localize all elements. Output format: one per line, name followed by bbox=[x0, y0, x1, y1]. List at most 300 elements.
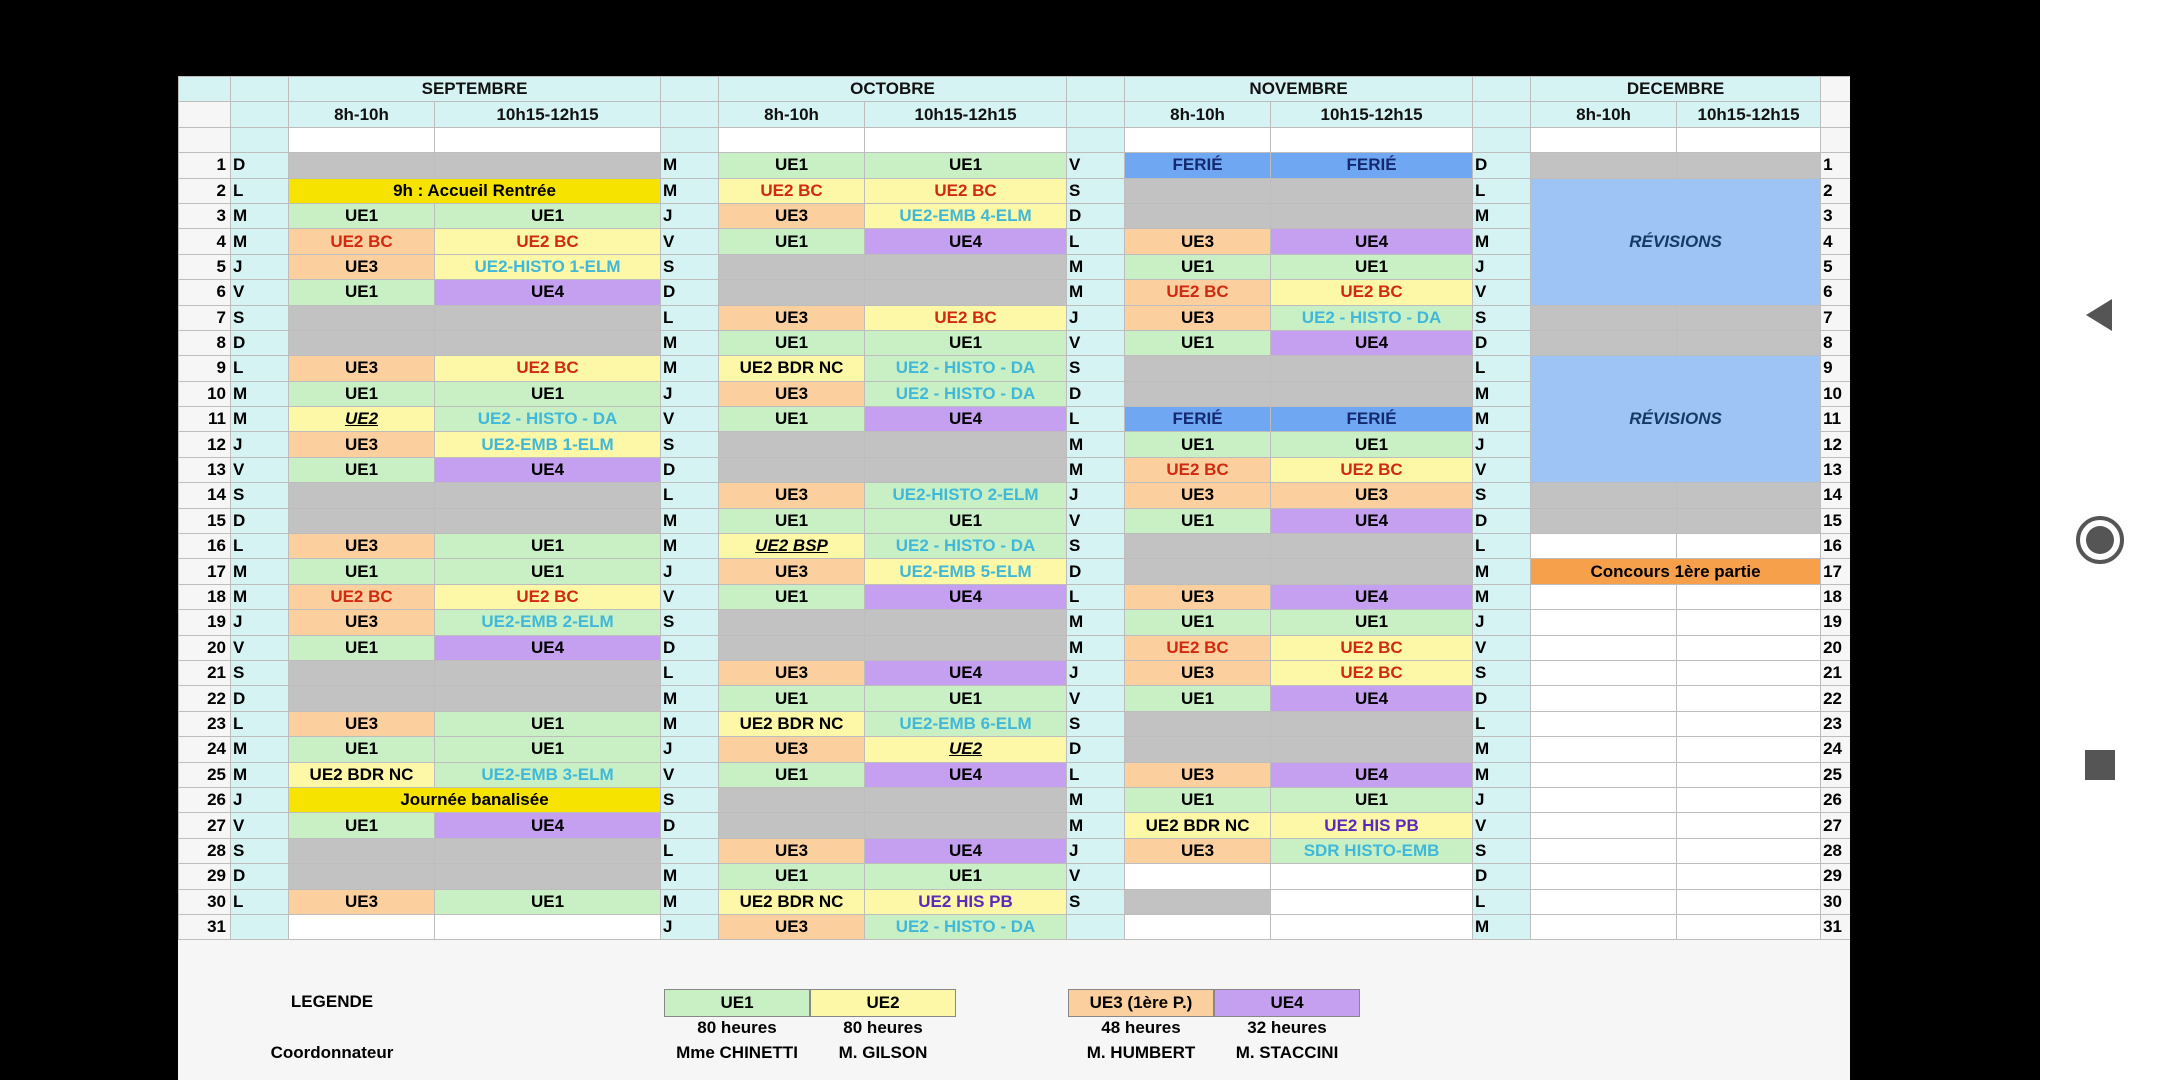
weekday-letter: D bbox=[231, 686, 289, 711]
header-blank bbox=[1473, 102, 1531, 127]
slot-cell bbox=[1271, 737, 1473, 762]
slot-cell bbox=[289, 508, 435, 533]
weekday-letter: D bbox=[661, 280, 719, 305]
legend-item: UE4 bbox=[1214, 989, 1360, 1017]
day-number-right: 2 bbox=[1821, 178, 1850, 203]
day-number-right: 15 bbox=[1821, 508, 1850, 533]
slot-cell: UE4 bbox=[1271, 229, 1473, 254]
day-number-right: 18 bbox=[1821, 584, 1850, 609]
slot-cell: UE3 bbox=[289, 432, 435, 457]
slot-cell bbox=[1677, 660, 1821, 685]
legend-hours: 80 heures bbox=[843, 1018, 923, 1037]
slot-cell: UE2-EMB 6-ELM bbox=[865, 711, 1067, 736]
slot-cell: UE4 bbox=[435, 635, 661, 660]
weekday-letter: L bbox=[1067, 229, 1125, 254]
weekday-letter: M bbox=[1473, 762, 1531, 787]
weekday-letter: M bbox=[1067, 280, 1125, 305]
day-number: 4 bbox=[179, 229, 231, 254]
weekday-letter: J bbox=[1067, 305, 1125, 330]
weekday-letter: V bbox=[1473, 813, 1531, 838]
slot-cell: UE1 bbox=[289, 457, 435, 482]
slot-cell bbox=[1531, 762, 1677, 787]
weekday-letter: M bbox=[231, 737, 289, 762]
slot-cell bbox=[289, 483, 435, 508]
day-number: 27 bbox=[179, 813, 231, 838]
slot-cell bbox=[1531, 635, 1677, 660]
slot-cell: UE1 bbox=[865, 153, 1067, 178]
slot-cell bbox=[1271, 559, 1473, 584]
day-number: 13 bbox=[179, 457, 231, 482]
slot-cell: UE4 bbox=[435, 457, 661, 482]
legend-hours: 80 heures bbox=[697, 1018, 777, 1037]
slot-cell bbox=[1677, 584, 1821, 609]
weekday-letter: S bbox=[1067, 178, 1125, 203]
slot-cell: FERIÉ bbox=[1125, 407, 1271, 432]
weekday-letter: M bbox=[231, 381, 289, 406]
slot-cell bbox=[1125, 559, 1271, 584]
day-number: 6 bbox=[179, 280, 231, 305]
slot-cell bbox=[865, 254, 1067, 279]
slot-cell: UE3 bbox=[289, 254, 435, 279]
month-header: SEPTEMBRE bbox=[289, 77, 661, 102]
slot-header: 8h-10h bbox=[1125, 102, 1271, 127]
header-blank bbox=[1067, 77, 1125, 102]
weekday-letter: S bbox=[231, 483, 289, 508]
day-number: 19 bbox=[179, 610, 231, 635]
weekday-letter: S bbox=[1067, 711, 1125, 736]
day-number-right: 1 bbox=[1821, 153, 1850, 178]
slot-cell: UE3 bbox=[289, 711, 435, 736]
merged-cell: RÉVISIONS bbox=[1531, 178, 1821, 305]
slot-cell: UE4 bbox=[865, 229, 1067, 254]
slot-cell bbox=[1271, 914, 1473, 939]
weekday-letter: J bbox=[231, 787, 289, 812]
slot-cell: UE4 bbox=[1271, 762, 1473, 787]
weekday-letter: S bbox=[661, 610, 719, 635]
month-header-row bbox=[179, 77, 1851, 102]
day-number-right: 9 bbox=[1821, 356, 1850, 381]
day-number: 20 bbox=[179, 635, 231, 660]
slot-cell: UE1 bbox=[865, 686, 1067, 711]
slot-cell: UE2-EMB 1-ELM bbox=[435, 432, 661, 457]
slot-cell bbox=[1531, 838, 1677, 863]
slot-cell bbox=[1531, 508, 1677, 533]
weekday-letter: M bbox=[661, 711, 719, 736]
slot-cell: UE1 bbox=[435, 534, 661, 559]
slot-cell: UE1 bbox=[289, 559, 435, 584]
slot-cell: UE1 bbox=[289, 381, 435, 406]
header-blank bbox=[231, 102, 289, 127]
day-number-right: 30 bbox=[1821, 889, 1850, 914]
slot-cell bbox=[1531, 534, 1677, 559]
slot-cell: UE3 bbox=[719, 559, 865, 584]
legend-title: LEGENDE bbox=[290, 992, 374, 1011]
weekday-letter: M bbox=[661, 889, 719, 914]
slot-cell bbox=[1271, 178, 1473, 203]
spacer-cell bbox=[661, 127, 719, 152]
slot-cell: UE1 bbox=[435, 203, 661, 228]
weekday-letter: V bbox=[661, 407, 719, 432]
slot-cell: UE4 bbox=[865, 584, 1067, 609]
slot-cell: UE1 bbox=[435, 737, 661, 762]
slot-cell bbox=[435, 686, 661, 711]
slot-cell: UE2 BC bbox=[1125, 635, 1271, 660]
slot-cell bbox=[1677, 889, 1821, 914]
weekday-letter: S bbox=[1473, 660, 1531, 685]
weekday-letter: V bbox=[1067, 864, 1125, 889]
weekday-letter: M bbox=[661, 178, 719, 203]
slot-cell: UE2 BC bbox=[435, 229, 661, 254]
weekday-letter: M bbox=[231, 762, 289, 787]
slot-cell: UE3 bbox=[719, 660, 865, 685]
home-button[interactable] bbox=[2070, 510, 2130, 570]
slot-cell: UE3 bbox=[1125, 660, 1271, 685]
day-number: 12 bbox=[179, 432, 231, 457]
recents-button[interactable] bbox=[2070, 735, 2130, 795]
legend-coordinator: Mme CHINETTI bbox=[676, 1043, 798, 1062]
weekday-letter: L bbox=[1473, 178, 1531, 203]
slot-cell bbox=[1531, 584, 1677, 609]
table-row bbox=[179, 610, 1851, 635]
weekday-letter: J bbox=[661, 737, 719, 762]
weekday-letter: J bbox=[1067, 660, 1125, 685]
slot-cell bbox=[435, 508, 661, 533]
slot-cell: UE1 bbox=[865, 508, 1067, 533]
day-number-right: 19 bbox=[1821, 610, 1850, 635]
slot-cell bbox=[865, 280, 1067, 305]
slot-cell bbox=[435, 305, 661, 330]
weekday-letter: V bbox=[1067, 508, 1125, 533]
slot-cell bbox=[1677, 838, 1821, 863]
slot-cell bbox=[1531, 864, 1677, 889]
day-number-right: 24 bbox=[1821, 737, 1850, 762]
slot-cell: UE1 bbox=[1271, 787, 1473, 812]
slot-cell: UE2 HIS PB bbox=[1271, 813, 1473, 838]
weekday-letter: M bbox=[1067, 787, 1125, 812]
slot-cell: UE4 bbox=[1271, 686, 1473, 711]
slot-cell: UE2 - HISTO - DA bbox=[435, 407, 661, 432]
slot-cell bbox=[435, 864, 661, 889]
legend-coordinator: M. GILSON bbox=[838, 1043, 928, 1062]
slot-cell: UE3 bbox=[289, 356, 435, 381]
day-number: 28 bbox=[179, 838, 231, 863]
weekday-letter: V bbox=[661, 584, 719, 609]
slot-cell bbox=[1271, 356, 1473, 381]
table-row bbox=[179, 305, 1851, 330]
table-row bbox=[179, 762, 1851, 787]
weekday-letter: J bbox=[661, 914, 719, 939]
header-blank bbox=[179, 102, 231, 127]
slot-cell bbox=[1531, 660, 1677, 685]
day-number-right: 5 bbox=[1821, 254, 1850, 279]
slot-cell: UE3 bbox=[719, 838, 865, 863]
weekday-letter: M bbox=[661, 153, 719, 178]
slot-cell bbox=[865, 787, 1067, 812]
slot-cell bbox=[1677, 153, 1821, 178]
weekday-letter: M bbox=[1067, 254, 1125, 279]
weekday-letter: M bbox=[1473, 203, 1531, 228]
table-row bbox=[179, 787, 1851, 812]
spacer-cell bbox=[1271, 127, 1473, 152]
weekday-letter: D bbox=[1473, 686, 1531, 711]
slot-cell: UE2 - HISTO - DA bbox=[865, 534, 1067, 559]
slot-cell bbox=[289, 330, 435, 355]
slot-cell: UE4 bbox=[435, 280, 661, 305]
slot-cell: UE1 bbox=[865, 330, 1067, 355]
slot-cell: UE2 BC bbox=[865, 178, 1067, 203]
day-number: 26 bbox=[179, 787, 231, 812]
table-row bbox=[179, 356, 1851, 381]
weekday-letter: V bbox=[1473, 457, 1531, 482]
slot-header: 10h15-12h15 bbox=[435, 102, 661, 127]
slot-cell: UE1 bbox=[1125, 432, 1271, 457]
header-blank bbox=[179, 77, 231, 102]
day-number-right: 10 bbox=[1821, 381, 1850, 406]
table-row bbox=[179, 508, 1851, 533]
slot-cell bbox=[435, 153, 661, 178]
day-number: 11 bbox=[179, 407, 231, 432]
slot-cell bbox=[1125, 534, 1271, 559]
slot-cell bbox=[1677, 737, 1821, 762]
merged-cell: RÉVISIONS bbox=[1531, 356, 1821, 483]
slot-cell bbox=[1531, 330, 1677, 355]
weekday-letter: M bbox=[661, 686, 719, 711]
slot-cell: UE3 bbox=[719, 203, 865, 228]
day-number: 21 bbox=[179, 660, 231, 685]
slot-cell: UE1 bbox=[1125, 610, 1271, 635]
slot-cell: UE1 bbox=[1125, 254, 1271, 279]
slot-cell bbox=[289, 838, 435, 863]
header-blank bbox=[1067, 102, 1125, 127]
slot-cell: UE1 bbox=[435, 711, 661, 736]
weekday-letter: L bbox=[1067, 762, 1125, 787]
day-number: 8 bbox=[179, 330, 231, 355]
day-number-right: 14 bbox=[1821, 483, 1850, 508]
weekday-letter: M bbox=[661, 864, 719, 889]
slot-cell bbox=[1271, 889, 1473, 914]
weekday-letter: S bbox=[1067, 356, 1125, 381]
slot-cell: UE1 bbox=[719, 229, 865, 254]
slot-cell: UE2-EMB 5-ELM bbox=[865, 559, 1067, 584]
day-number: 3 bbox=[179, 203, 231, 228]
slot-cell: UE2-EMB 4-ELM bbox=[865, 203, 1067, 228]
day-number: 25 bbox=[179, 762, 231, 787]
weekday-letter: M bbox=[1067, 432, 1125, 457]
header-blank bbox=[1821, 102, 1850, 127]
weekday-letter: M bbox=[1473, 737, 1531, 762]
weekday-letter: M bbox=[231, 407, 289, 432]
slot-cell bbox=[1677, 762, 1821, 787]
header-blank bbox=[661, 102, 719, 127]
table-row bbox=[179, 534, 1851, 559]
slot-cell bbox=[1271, 203, 1473, 228]
weekday-letter: L bbox=[661, 838, 719, 863]
slot-cell: UE3 bbox=[1125, 483, 1271, 508]
slot-cell: UE3 bbox=[1125, 762, 1271, 787]
weekday-letter: J bbox=[661, 203, 719, 228]
weekday-letter: M bbox=[661, 356, 719, 381]
day-number-right: 4 bbox=[1821, 229, 1850, 254]
spacer-cell bbox=[719, 127, 865, 152]
slot-cell bbox=[1271, 534, 1473, 559]
weekday-letter: S bbox=[231, 305, 289, 330]
spacer-cell bbox=[1473, 127, 1531, 152]
slot-cell bbox=[435, 330, 661, 355]
slot-cell bbox=[1531, 711, 1677, 736]
weekday-letter: J bbox=[1473, 254, 1531, 279]
slot-header: 10h15-12h15 bbox=[1271, 102, 1473, 127]
slot-cell: UE2 BC bbox=[719, 178, 865, 203]
slot-cell: UE1 bbox=[719, 508, 865, 533]
slot-header: 8h-10h bbox=[719, 102, 865, 127]
day-number-right: 22 bbox=[1821, 686, 1850, 711]
weekday-letter: D bbox=[231, 864, 289, 889]
slot-cell bbox=[1531, 737, 1677, 762]
table-row bbox=[179, 813, 1851, 838]
back-button[interactable] bbox=[2070, 285, 2130, 345]
slot-cell bbox=[1531, 610, 1677, 635]
slot-cell bbox=[865, 457, 1067, 482]
day-number-right: 31 bbox=[1821, 914, 1850, 939]
slot-cell bbox=[1125, 889, 1271, 914]
slot-cell: UE2 BDR NC bbox=[719, 356, 865, 381]
slot-cell: UE2 BC bbox=[289, 584, 435, 609]
slot-cell bbox=[1677, 787, 1821, 812]
slot-cell: UE2 BC bbox=[435, 584, 661, 609]
slot-cell bbox=[1677, 508, 1821, 533]
legend-coordinator: M. HUMBERT bbox=[1086, 1043, 1196, 1062]
spacer-cell bbox=[289, 127, 435, 152]
slot-cell bbox=[1531, 305, 1677, 330]
weekday-letter: V bbox=[1473, 280, 1531, 305]
slot-cell bbox=[1125, 711, 1271, 736]
slot-cell: UE4 bbox=[865, 838, 1067, 863]
weekday-letter: V bbox=[1473, 635, 1531, 660]
weekday-letter: D bbox=[661, 813, 719, 838]
day-number: 1 bbox=[179, 153, 231, 178]
slot-cell bbox=[1677, 330, 1821, 355]
day-number: 24 bbox=[179, 737, 231, 762]
slot-header: 10h15-12h15 bbox=[865, 102, 1067, 127]
weekday-letter: J bbox=[1067, 483, 1125, 508]
slot-cell bbox=[719, 432, 865, 457]
table-row bbox=[179, 330, 1851, 355]
weekday-letter: V bbox=[1067, 153, 1125, 178]
slot-cell: UE2 - HISTO - DA bbox=[865, 381, 1067, 406]
weekday-letter: L bbox=[231, 889, 289, 914]
slot-cell: UE4 bbox=[435, 813, 661, 838]
table-row bbox=[179, 889, 1851, 914]
weekday-letter bbox=[1067, 914, 1125, 939]
legend-hours: 48 heures bbox=[1101, 1018, 1181, 1037]
weekday-letter: D bbox=[1067, 559, 1125, 584]
table-row bbox=[179, 838, 1851, 863]
weekday-letter: V bbox=[1067, 686, 1125, 711]
slot-cell: UE4 bbox=[865, 660, 1067, 685]
weekday-letter: L bbox=[231, 534, 289, 559]
weekday-letter: M bbox=[1067, 635, 1125, 660]
slot-cell bbox=[1531, 914, 1677, 939]
slot-header-row bbox=[179, 102, 1851, 127]
weekday-letter: M bbox=[231, 584, 289, 609]
weekday-letter: V bbox=[231, 280, 289, 305]
calendar-table bbox=[178, 76, 1850, 940]
weekday-letter: D bbox=[231, 508, 289, 533]
day-number: 15 bbox=[179, 508, 231, 533]
slot-cell: UE1 bbox=[435, 381, 661, 406]
day-number: 22 bbox=[179, 686, 231, 711]
slot-cell: SDR HISTO-EMB bbox=[1271, 838, 1473, 863]
weekday-letter: S bbox=[231, 838, 289, 863]
weekday-letter: L bbox=[1473, 889, 1531, 914]
day-number: 7 bbox=[179, 305, 231, 330]
slot-cell bbox=[865, 813, 1067, 838]
slot-cell bbox=[719, 635, 865, 660]
weekday-letter: L bbox=[661, 483, 719, 508]
table-row bbox=[179, 864, 1851, 889]
day-number-right: 29 bbox=[1821, 864, 1850, 889]
day-number-right: 11 bbox=[1821, 407, 1850, 432]
month-header: NOVEMBRE bbox=[1125, 77, 1473, 102]
slot-cell: UE1 bbox=[719, 153, 865, 178]
header-blank bbox=[661, 77, 719, 102]
month-header: OCTOBRE bbox=[719, 77, 1067, 102]
slot-cell bbox=[1125, 864, 1271, 889]
slot-cell: UE2 BC bbox=[1125, 457, 1271, 482]
day-number-right: 23 bbox=[1821, 711, 1850, 736]
weekday-letter: M bbox=[1067, 457, 1125, 482]
slot-header: 8h-10h bbox=[1531, 102, 1677, 127]
spacer-cell bbox=[865, 127, 1067, 152]
slot-cell: UE3 bbox=[719, 914, 865, 939]
slot-cell: UE1 bbox=[435, 889, 661, 914]
slot-cell bbox=[719, 280, 865, 305]
slot-cell bbox=[865, 610, 1067, 635]
weekday-letter bbox=[231, 914, 289, 939]
weekday-letter: S bbox=[1473, 838, 1531, 863]
day-number-right: 3 bbox=[1821, 203, 1850, 228]
legend-item: UE2 bbox=[810, 989, 956, 1017]
slot-cell: UE2 - HISTO - DA bbox=[1271, 305, 1473, 330]
weekday-letter: J bbox=[231, 610, 289, 635]
slot-cell bbox=[1531, 787, 1677, 812]
slot-cell bbox=[1677, 686, 1821, 711]
slot-cell bbox=[435, 838, 661, 863]
slot-cell: UE1 bbox=[289, 635, 435, 660]
slot-cell: UE1 bbox=[719, 407, 865, 432]
table-row bbox=[179, 635, 1851, 660]
table-row bbox=[179, 584, 1851, 609]
day-number: 9 bbox=[179, 356, 231, 381]
weekday-letter: L bbox=[1473, 356, 1531, 381]
table-row bbox=[179, 914, 1851, 939]
weekday-letter: D bbox=[1067, 381, 1125, 406]
slot-cell: FERIÉ bbox=[1271, 153, 1473, 178]
table-row bbox=[179, 711, 1851, 736]
slot-cell: UE2 - HISTO - DA bbox=[865, 356, 1067, 381]
weekday-letter: D bbox=[1067, 737, 1125, 762]
slot-cell bbox=[719, 254, 865, 279]
weekday-letter: D bbox=[661, 635, 719, 660]
merged-cell: Journée banalisée bbox=[289, 787, 661, 812]
slot-cell: UE2 BC bbox=[1125, 280, 1271, 305]
table-row bbox=[179, 686, 1851, 711]
day-number: 2 bbox=[179, 178, 231, 203]
weekday-letter: S bbox=[1473, 305, 1531, 330]
legend-coordinator: M. STACCINI bbox=[1235, 1043, 1339, 1062]
weekday-letter: M bbox=[1473, 407, 1531, 432]
slot-cell bbox=[1531, 483, 1677, 508]
